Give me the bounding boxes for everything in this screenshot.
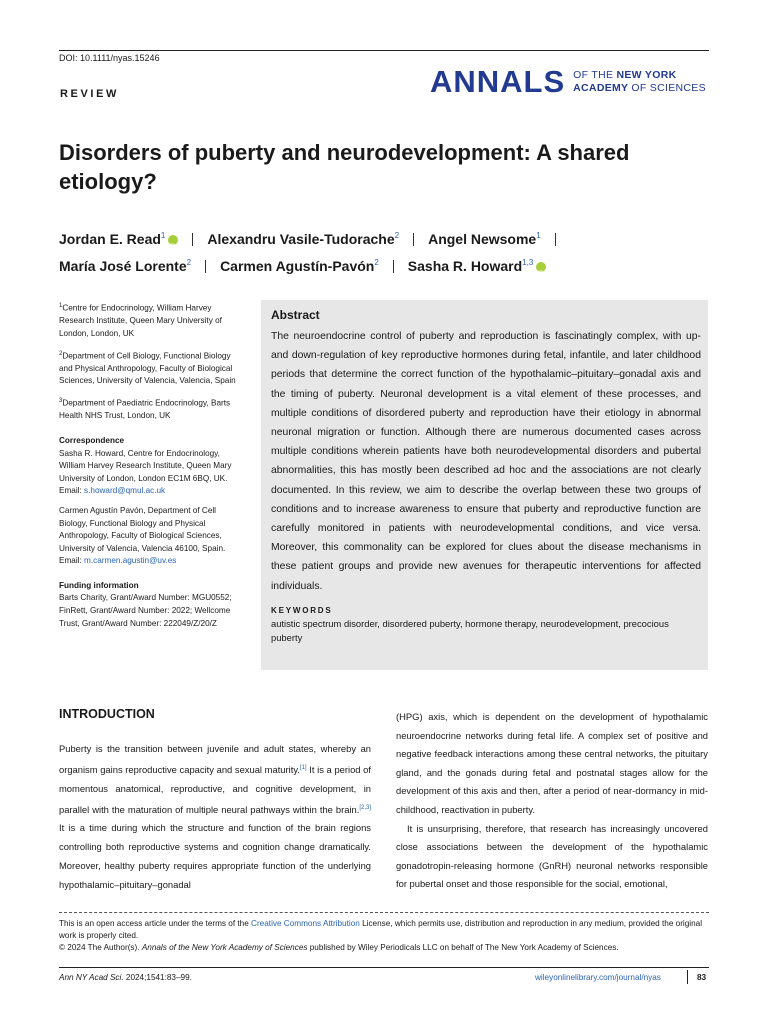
orcid-icon[interactable] bbox=[536, 262, 546, 272]
abstract-text: The neuroendocrine control of puberty and reproduction is fascinatingly complex, with up- and down-regulation of key reproductive hormones during fetal, infantile, and later childhood periods that determine the correct function of the hypothalamic–pituitary–gonadal axis and the timing of puberty. Neuronal development is a vital element of these processes, and multiple conditions of disordered puberty and reproduction have their etiology in abnormal neuronal migration or function. Although there are numerous documented cases across multiple conditions wherein patients have both neurodevelopmental disorders and pubertal abnormalities, this has mostly been described ad hoc and the associations are not clearly documented. In this review, we aim to describe the overlap between these two groups of conditions and to increase awareness to ensure that puberty and reproductive function are carefully monitored in patients with neurodevelopmental conditions, and vice versa. Moreover, this commonality can be explored for clues about the disease mechanisms in these patient groups and provide new avenues for therapeutic interventions for affected individuals. bbox=[271, 331, 701, 592]
body-column-left bbox=[59, 740, 371, 895]
author-name[interactable]: Sasha R. Howard bbox=[407, 258, 523, 274]
citation-link[interactable]: [1] bbox=[299, 764, 307, 771]
journal-logo[interactable] bbox=[430, 66, 706, 97]
license-link[interactable]: Creative Commons Attribution bbox=[251, 919, 360, 928]
email-link[interactable]: s.howard@qmul.ac.uk bbox=[84, 486, 166, 496]
author-separator bbox=[393, 260, 394, 273]
author-affil[interactable]: 1 bbox=[536, 231, 541, 240]
journal-url[interactable]: wileyonlinelibrary.com/journal/nyas bbox=[535, 973, 661, 982]
footer-divider bbox=[59, 912, 709, 913]
license-footer bbox=[59, 918, 709, 953]
author-list bbox=[59, 224, 719, 278]
copyright-text: © 2024 The Author(s). Annals of the New York Academy of Sciences published by Wiley Periodicals LLC on behalf of The New York Academy of Sciences. bbox=[59, 942, 619, 952]
body-column-right bbox=[396, 708, 708, 894]
affiliation: $^1$Centre for Endocrinology, William Harvey Research Institute, Queen Mary University of London, London, UK bbox=[59, 303, 222, 338]
funding-heading: Funding information bbox=[59, 580, 139, 590]
keywords: autistic spectrum disorder, disordered puberty, hormone therapy, neurodevelopment, precocious puberty bbox=[271, 617, 669, 643]
page-separator bbox=[687, 970, 688, 984]
author-separator bbox=[555, 233, 556, 246]
paragraph: It is unsurprising, therefore, that research has increasingly uncovered close associations between the development of the hypothalamic gonadotropin-releasing hormone (GnRH) neuronal networks responsible for pubertal onset and those responsible for the social, emotional, bbox=[396, 822, 708, 890]
bottom-rule bbox=[59, 967, 709, 968]
author-name[interactable]: Angel Newsome bbox=[428, 231, 537, 247]
author-name[interactable]: Carmen Agustín-Pavón bbox=[220, 258, 375, 274]
orcid-icon[interactable] bbox=[168, 235, 178, 245]
journal-citation: Ann NY Acad Sci. 2024;1541:83–99. bbox=[59, 973, 192, 982]
author-separator bbox=[413, 233, 414, 246]
article-title: Disorders of puberty and neurodevelopment: A shared etiology? bbox=[59, 140, 630, 194]
keywords-heading: KEYWORDS bbox=[271, 605, 333, 615]
email-link[interactable]: m.carmen.agustin@uv.es bbox=[84, 556, 177, 566]
paragraph: (HPG) axis, which is dependent on the development of hypothalamic neuroendocrine networks during fetal life. A complex set of positive and negative feedback interactions among these central networks, the pituitary gland, and the gonads during fetal and postnatal stages allow for the development of this axis and then, after a period of near-dormancy in mid-childhood, reactivation in puberty. bbox=[396, 711, 708, 815]
section-heading: INTRODUCTION bbox=[59, 707, 155, 721]
page-number: 83 bbox=[697, 973, 707, 982]
author-affil[interactable]: 2 bbox=[186, 258, 192, 267]
funding-text: Barts Charity, Grant/Award Number: MGU0552; FinRett, Grant/Award Number: 2022; Wellcome Trust, Grant/Award Number: 222049/Z/20/Z bbox=[59, 593, 232, 628]
license-text: This is an open access article under the terms of the Creative Commons Attribution License, which permits use, distribution and reproduction in any medium, provided the original work is properly cited. bbox=[59, 919, 703, 940]
abstract-heading: Abstract bbox=[271, 308, 320, 322]
author-affil[interactable]: 2 bbox=[394, 231, 400, 240]
correspondence-entry: Sasha R. Howard, Centre for Endocrinology, William Harvey Research Institute, Queen Mary University of London, London EC1M 6BQ, UK. Email: s.howard@qmul.ac.uk bbox=[59, 448, 232, 496]
author-affil[interactable]: 1 bbox=[160, 231, 166, 240]
correspondence-entry: Carmen Agustín Pavón, Department of Cell Biology, Functional Biology and Physical Anthropology, Faculty of Biological Sciences, University of Valencia, Valencia 46100, Spain. Email: m.carmen.agustin@uv.es bbox=[59, 505, 226, 566]
abstract-box bbox=[261, 300, 708, 670]
article-type: REVIEW bbox=[60, 88, 119, 100]
doi[interactable]: DOI: 10.1111/nyas.15246 bbox=[59, 53, 160, 63]
top-rule bbox=[59, 50, 709, 51]
author-name[interactable]: Jordan E. Read bbox=[59, 231, 161, 247]
citation-link[interactable]: [2,3] bbox=[359, 804, 371, 811]
author-separator bbox=[192, 233, 193, 246]
affiliation: $^3$Department of Paediatric Endocrinology, Barts Health NHS Trust, London, UK bbox=[59, 398, 231, 421]
author-name[interactable]: Alexandru Vasile-Tudorache bbox=[207, 231, 395, 247]
author-separator bbox=[205, 260, 206, 273]
sidebar-metadata bbox=[59, 300, 244, 637]
paragraph: Puberty is the transition between juvenile and adult states, whereby an organism gains reproductive capacity and sexual maturity.[1] It is a period of momentous anatomical, reproductive, and cognitive development, in parallel with the maturation of multiple neural pathways within the brain.[2,3] It is a time during which the structure and function of the brain regions controlling both reproductive systems and cognition change dramatically. Moreover, healthy puberty requires appropriate function of the underlying hypothalamic–pituitary–gonadal bbox=[59, 743, 371, 890]
correspondence-heading: Correspondence bbox=[59, 435, 125, 445]
logo-word: ANNALS bbox=[430, 64, 566, 99]
author-name[interactable]: María José Lorente bbox=[59, 258, 187, 274]
author-affil[interactable]: 1,3 bbox=[522, 258, 534, 267]
logo-subtitle: OF THE NEW YORK ACADEMY OF SCIENCES bbox=[573, 68, 706, 94]
author-affil[interactable]: 2 bbox=[374, 258, 379, 267]
affiliation: $^2$Department of Cell Biology, Functional Biology and Physical Anthropology, Faculty of Biological Sciences, University of Valencia, Valencia, Spain bbox=[59, 350, 236, 386]
